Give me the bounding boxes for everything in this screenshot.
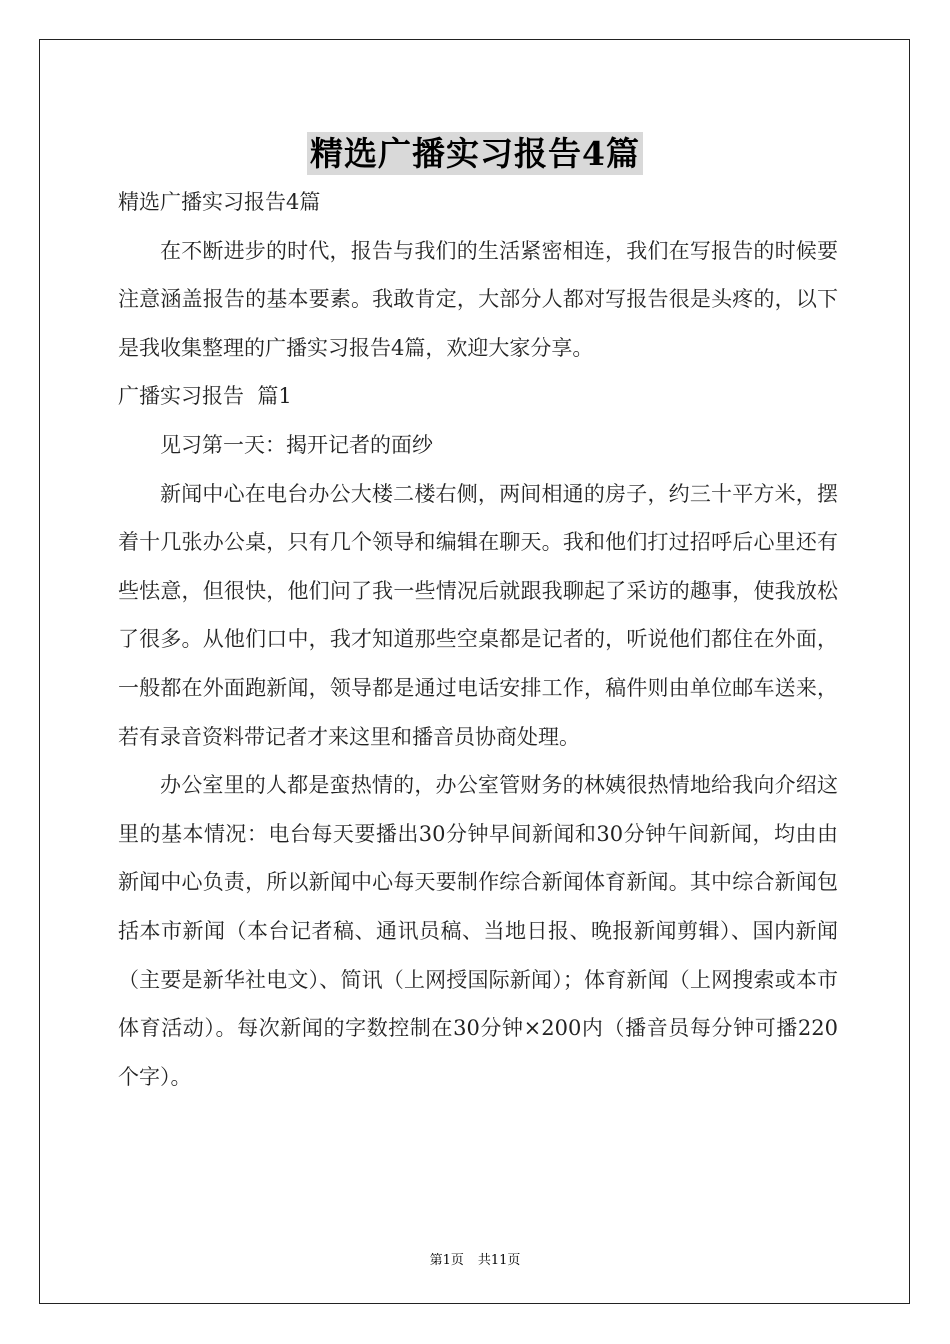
page-footer <box>0 1249 950 1268</box>
page-number: 第1页 <box>429 1253 464 1268</box>
document-title-wrap <box>0 128 950 175</box>
paragraph: 在不断进步的时代，报告与我们的生活紧密相连，我们在写报告的时候要注意涵盖报告的基本要素。我敢肯定，大部分人都对写报告很是头疼的，以下是我收集整理的广播实习报告4篇，欢迎大家分享。 <box>118 238 838 360</box>
paragraph: 办公室里的人都是蛮热情的，办公室管财务的林姨很热情地给我向介绍这里的基本情况：电台每天要播出30分钟早间新闻和30分钟午间新闻，均由由新闻中心负责，所以新闻中心每天要制作综合新闻体育新闻。其中综合新闻包括本市新闻（本台记者稿、通讯员稿、当地日报、晚报新闻剪辑）、国内新闻（主要是新华社电文）、简讯（上网授国际新闻）；体育新闻（上网搜索或本市体育活动）。每次新闻的字数控制在30分钟×200内（播音员每分钟可播220个字）。 <box>118 773 838 1089</box>
paragraph: 新闻中心在电台办公大楼二楼右侧，两间相通的房子，约三十平方米，摆着十几张办公桌，只有几个领导和编辑在聊天。我和他们打过招呼后心里还有些怯意，但很快，他们问了我一些情况后就跟我聊起了采访的趣事，使我放松了很多。从他们口中，我才知道那些空桌都是记者的，听说他们都住在外面，一般都在外面跑新闻，领导都是通过电话安排工作，稿件则由单位邮车送来，若有录音资料带记者才来这里和播音员协商处理。 <box>118 481 838 749</box>
page-total: 共11页 <box>477 1253 521 1268</box>
document-title: 精选广播实习报告4篇 <box>307 132 643 175</box>
paragraph: 见习第一天：揭开记者的面纱 <box>160 432 433 457</box>
document-body <box>118 178 838 1101</box>
section-heading: 广播实习报告 篇1 <box>118 384 292 409</box>
paragraph: 精选广播实习报告4篇 <box>118 190 321 214</box>
